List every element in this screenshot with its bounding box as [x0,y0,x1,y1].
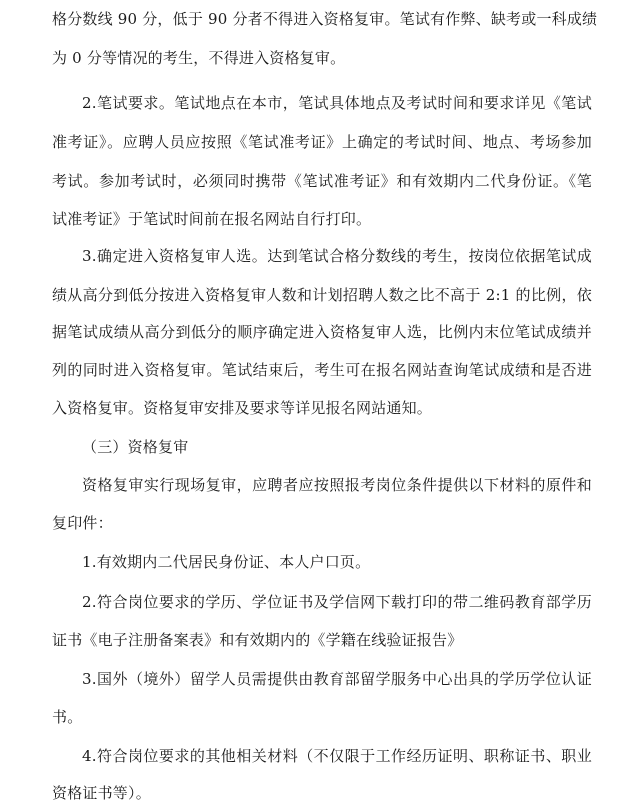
paragraph-line: 3.确定进入资格复审人选。达到笔试合格分数线的考生，按岗位依据笔试成 [82,247,592,265]
section-heading: （三）资格复审 [82,438,189,456]
paragraph-line: 资格证书等）。 [52,784,151,802]
paragraph-line: 考试。参加考试时，必须同时携带《笔试准考证》和有效期内二代身份证。《笔 [52,172,592,190]
paragraph-line: 资格复审实行现场复审，应聘者应按照报考岗位条件提供以下材料的原件和 [82,476,592,494]
paragraph-line: 复印件： [52,514,113,532]
paragraph-line: 准考证》。应聘人员应按照《笔试准考证》上确定的考试时间、地点、考场参加 [52,133,592,151]
list-item: 3.国外（境外）留学人员需提供由教育部留学服务中心出具的学历学位认证 [82,670,592,688]
paragraph-line: 2.笔试要求。笔试地点在本市，笔试具体地点及考试时间和要求详见《笔试 [82,94,592,112]
list-item: 4.符合岗位要求的其他相关材料（不仅限于工作经历证明、职称证书、职业 [82,747,592,765]
list-item: 2.符合岗位要求的学历、学位证书及学信网下载打印的带二维码教育部学历 [82,593,592,611]
list-item: 1.有效期内二代居民身份证、本人户口页。 [82,553,371,571]
paragraph-line: 为 0 分等情况的考生，不得进入资格复审。 [52,49,346,67]
paragraph-line: 入资格复审。资格复审安排及要求等详见报名网站通知。 [52,399,433,417]
paragraph-line: 绩从高分到低分按进入资格复审人数和计划招聘人数之比不高于 2:1 的比例，依 [52,286,592,304]
paragraph-line: 据笔试成绩从高分到低分的顺序确定进入资格复审人选，比例内末位笔试成绩并 [52,323,592,341]
paragraph-line: 书。 [52,708,83,726]
paragraph-line: 列的同时进入资格复审。笔试结束后，考生可在报名网站查询笔试成绩和是否进 [52,361,592,379]
paragraph-line: 格分数线 90 分，低于 90 分者不得进入资格复审。笔试有作弊、缺考或一科成绩 [52,10,598,28]
paragraph-line: 证书《电子注册备案表》和有效期内的《学籍在线验证报告》 [52,631,463,649]
paragraph-line: 试准考证》于笔试时间前在报名网站自行打印。 [52,210,372,228]
